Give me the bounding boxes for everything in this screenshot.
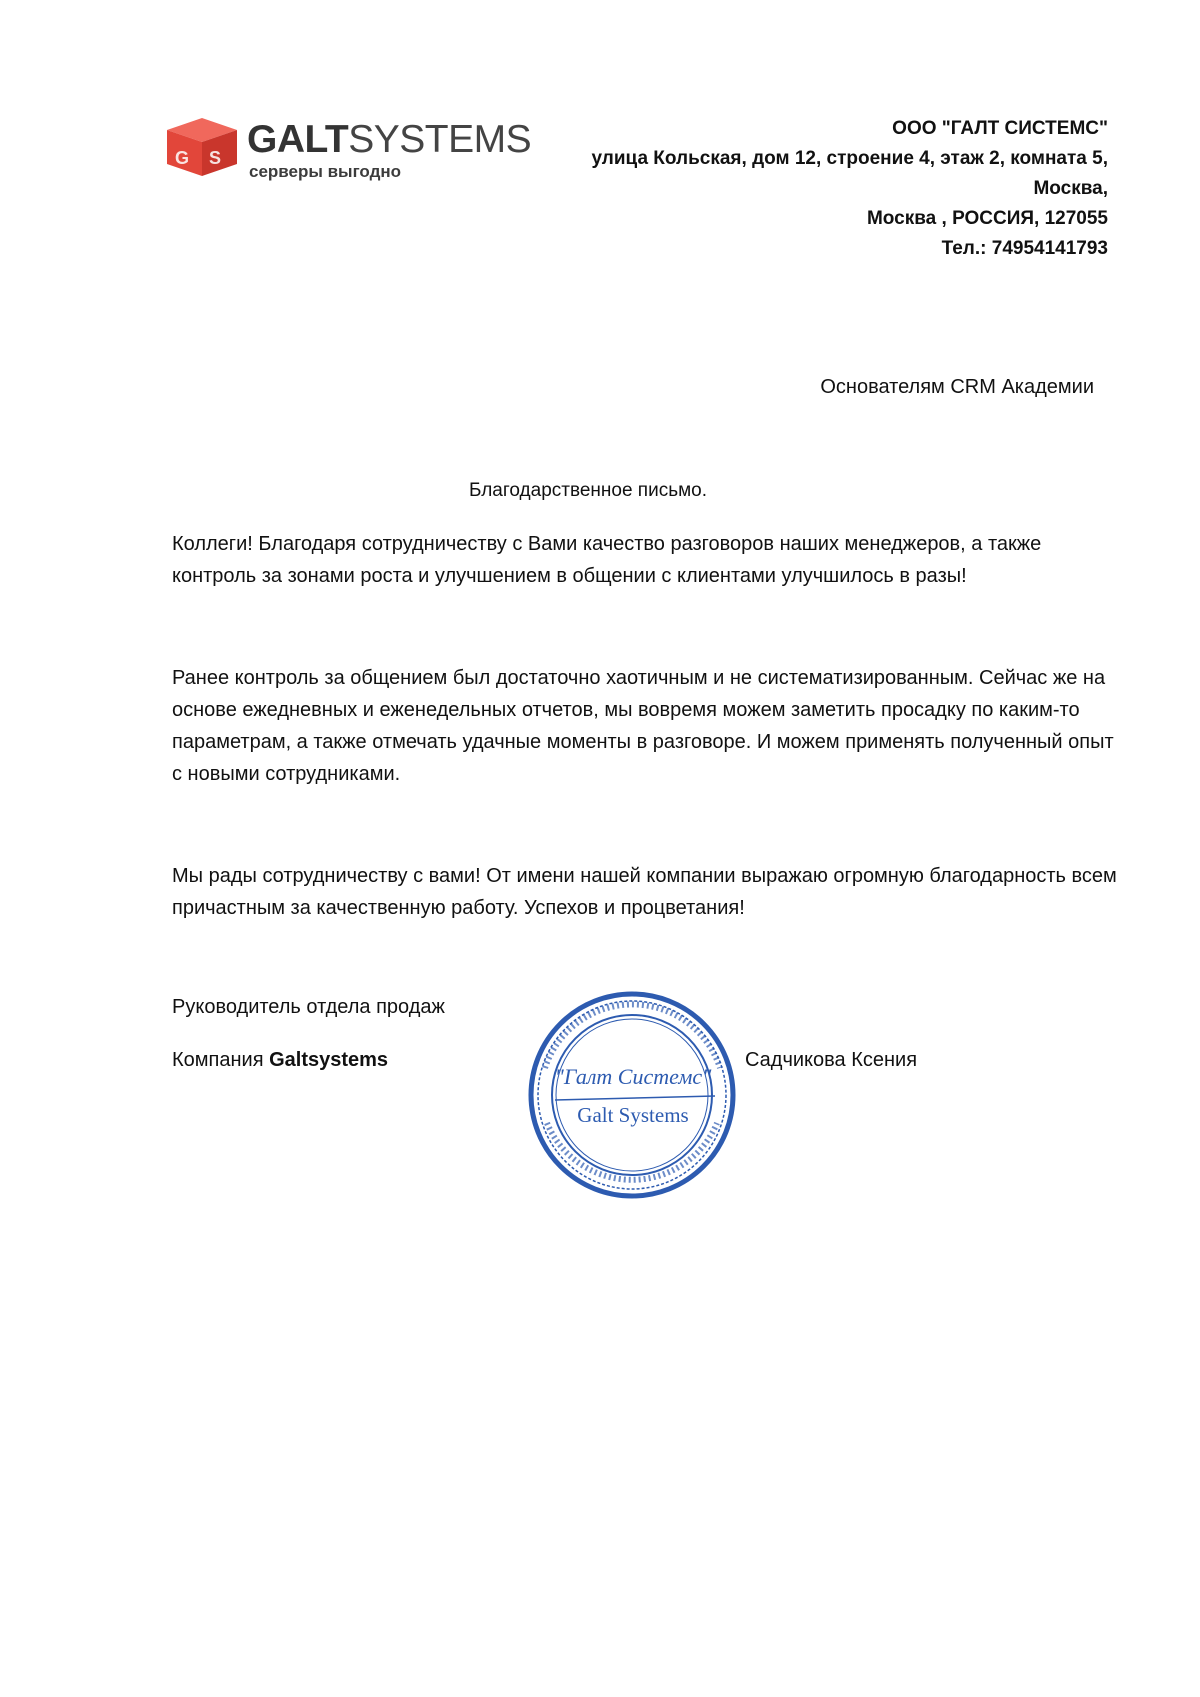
paragraph-3: Мы рады сотрудничеству с вами! От имени нашей компании выражаю огромную благодарность всем причастным за качественную работу. Успехов и процветания!	[172, 865, 1117, 919]
company-logo	[165, 112, 535, 192]
stamp-line-2: Galt Systems	[577, 1103, 689, 1127]
signer-company	[172, 1049, 388, 1072]
svg-text:G: G	[175, 148, 190, 168]
letter-title: Благодарственное письмо.	[468, 480, 708, 501]
stamp-line-1: "Галт Системс"	[554, 1064, 712, 1089]
company-name: ООО "ГАЛТ СИСТЕМС"	[892, 118, 1108, 139]
logo-cube-icon	[165, 116, 239, 178]
signer-role: Руководитель отдела продаж	[172, 996, 445, 1018]
company-address-block	[591, 114, 1108, 264]
logo-wordmark-light: SYSTEMS	[348, 118, 532, 161]
address-line-1: улица Кольская, дом 12, строение 4, этаж 2, комната 5,	[591, 148, 1108, 169]
signer-company-prefix: Компания	[172, 1049, 270, 1071]
recipient: Основателям CRM Академии	[820, 376, 1094, 398]
signer-name: Садчикова Ксения	[745, 1049, 918, 1071]
logo-wordmark-bold: GALT	[247, 118, 349, 161]
paragraph-2: Ранее контроль за общением был достаточно хаотичным и не систематизированным. Сейчас же на основе ежедневных и еженедельных отчетов, мы вовремя можем заметить просадку по каким-то параметрам, а также отмечать удачные моменты в разговоре. И можем применять полученный опыт с новыми сотрудниками.	[172, 667, 1114, 785]
logo-wordmark	[247, 118, 531, 162]
company-stamp	[525, 988, 740, 1203]
svg-text:S: S	[209, 148, 222, 168]
address-line-3: Москва , РОССИЯ, 127055	[866, 208, 1108, 229]
address-line-2: Москва,	[1033, 178, 1108, 199]
logo-tagline: серверы выгодно	[249, 162, 402, 181]
company-phone: Тел.: 74954141793	[941, 238, 1108, 259]
paragraph-1: Коллеги! Благодаря сотрудничеству с Вами качество разговоров наших менеджеров, а также контроль за зонами роста и улучшением в общении с клиентами улучшилось в разы!	[172, 533, 1042, 587]
signer-company-name: Galtsystems	[269, 1049, 389, 1071]
